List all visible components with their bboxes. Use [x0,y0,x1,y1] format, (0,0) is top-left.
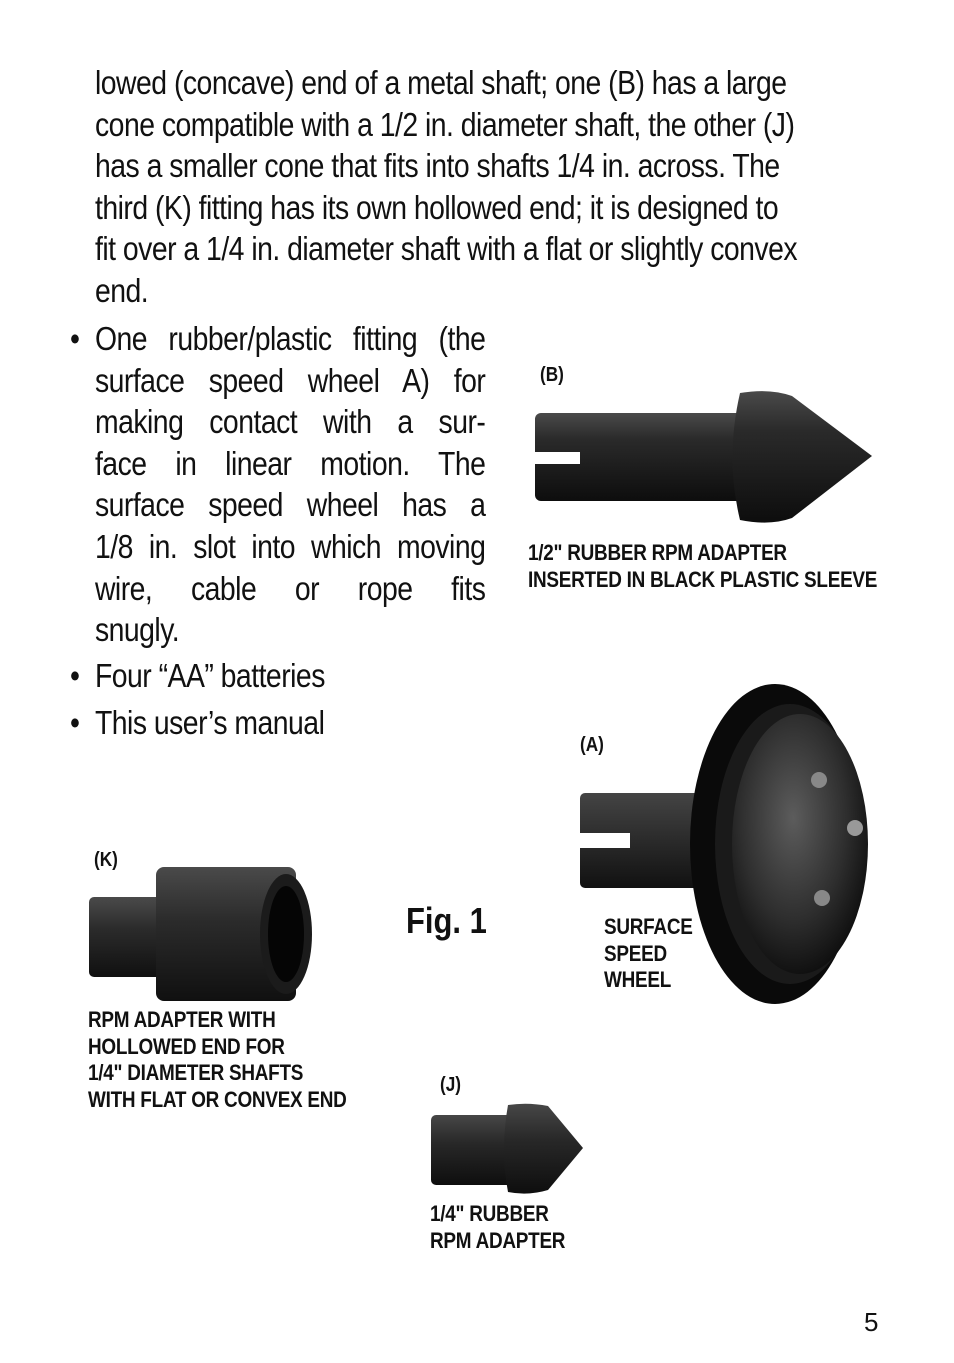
rpm-adapter-k-image [86,864,316,1004]
bullet-line: 1/8 in. slot into which moving [94,527,486,565]
page-number: 5 [864,1307,879,1337]
caption-line: SURFACE [604,914,693,939]
caption-line: 1/4" DIAMETER SHAFTS [88,1060,304,1085]
bullet-symbol: • [70,320,80,357]
bullet-text: This user’s manual [94,704,325,741]
intro-paragraph [95,62,886,312]
bullet-line: face in linear motion. The [94,444,486,482]
bullet-line: making contact with a sur- [94,403,486,441]
intro-line: cone compatible with a 1/2 in. diameter shaft, the other (J) [95,105,795,143]
bullet-line: snugly. [94,611,180,649]
caption-line: RPM ADAPTER WITH [88,1007,276,1032]
rpm-adapter-b-image [530,388,880,528]
caption-line: 1/4" RUBBER [430,1201,549,1226]
figure-j-caption [430,1201,565,1254]
bullet-symbol: • [70,657,80,694]
figure-k-label: (K) [94,849,118,871]
figure-title: Fig. 1 [406,900,487,941]
bullet-text [95,318,485,651]
caption-line: INSERTED IN BLACK PLASTIC SLEEVE [528,566,878,592]
bullet-text: Four “AA” batteries [94,657,325,694]
caption-line: HOLLOWED END FOR [88,1033,285,1059]
caption-line: WHEEL [604,967,672,992]
intro-line: fit over a 1/4 in. diameter shaft with a flat or slightly convex [95,230,798,268]
caption-line: SPEED [604,940,667,966]
figure-j-label: (J) [440,1074,462,1096]
intro-line: has a smaller cone that fits into shafts 1/4 in. across. The [95,147,780,185]
caption-line: WITH FLAT OR CONVEX END [88,1086,347,1112]
figure-b-label: (B) [540,364,564,386]
bullet-line: surface speed wheel has a [94,486,486,524]
bullet-line: One rubber/plastic fitting (the [94,320,486,357]
figure-a-label: (A) [580,734,604,756]
intro-line: lowed (concave) end of a metal shaft; one (B) has a large [95,64,787,101]
bullet-line: wire, cable or rope fits [94,569,486,607]
intro-line: end. [95,271,149,309]
figure-b-caption [528,540,877,593]
bullet-symbol: • [70,704,80,741]
bullet-line: surface speed wheel A) for [94,361,486,399]
caption-line: RPM ADAPTER [430,1227,566,1253]
rpm-adapter-j-image [428,1100,588,1200]
figure-k-caption [88,1007,347,1113]
caption-line: 1/2" RUBBER RPM ADAPTER [528,540,787,565]
intro-line: third (K) fitting has its own hollowed end; it is designed to [95,188,779,226]
figure-a-caption [604,914,693,994]
